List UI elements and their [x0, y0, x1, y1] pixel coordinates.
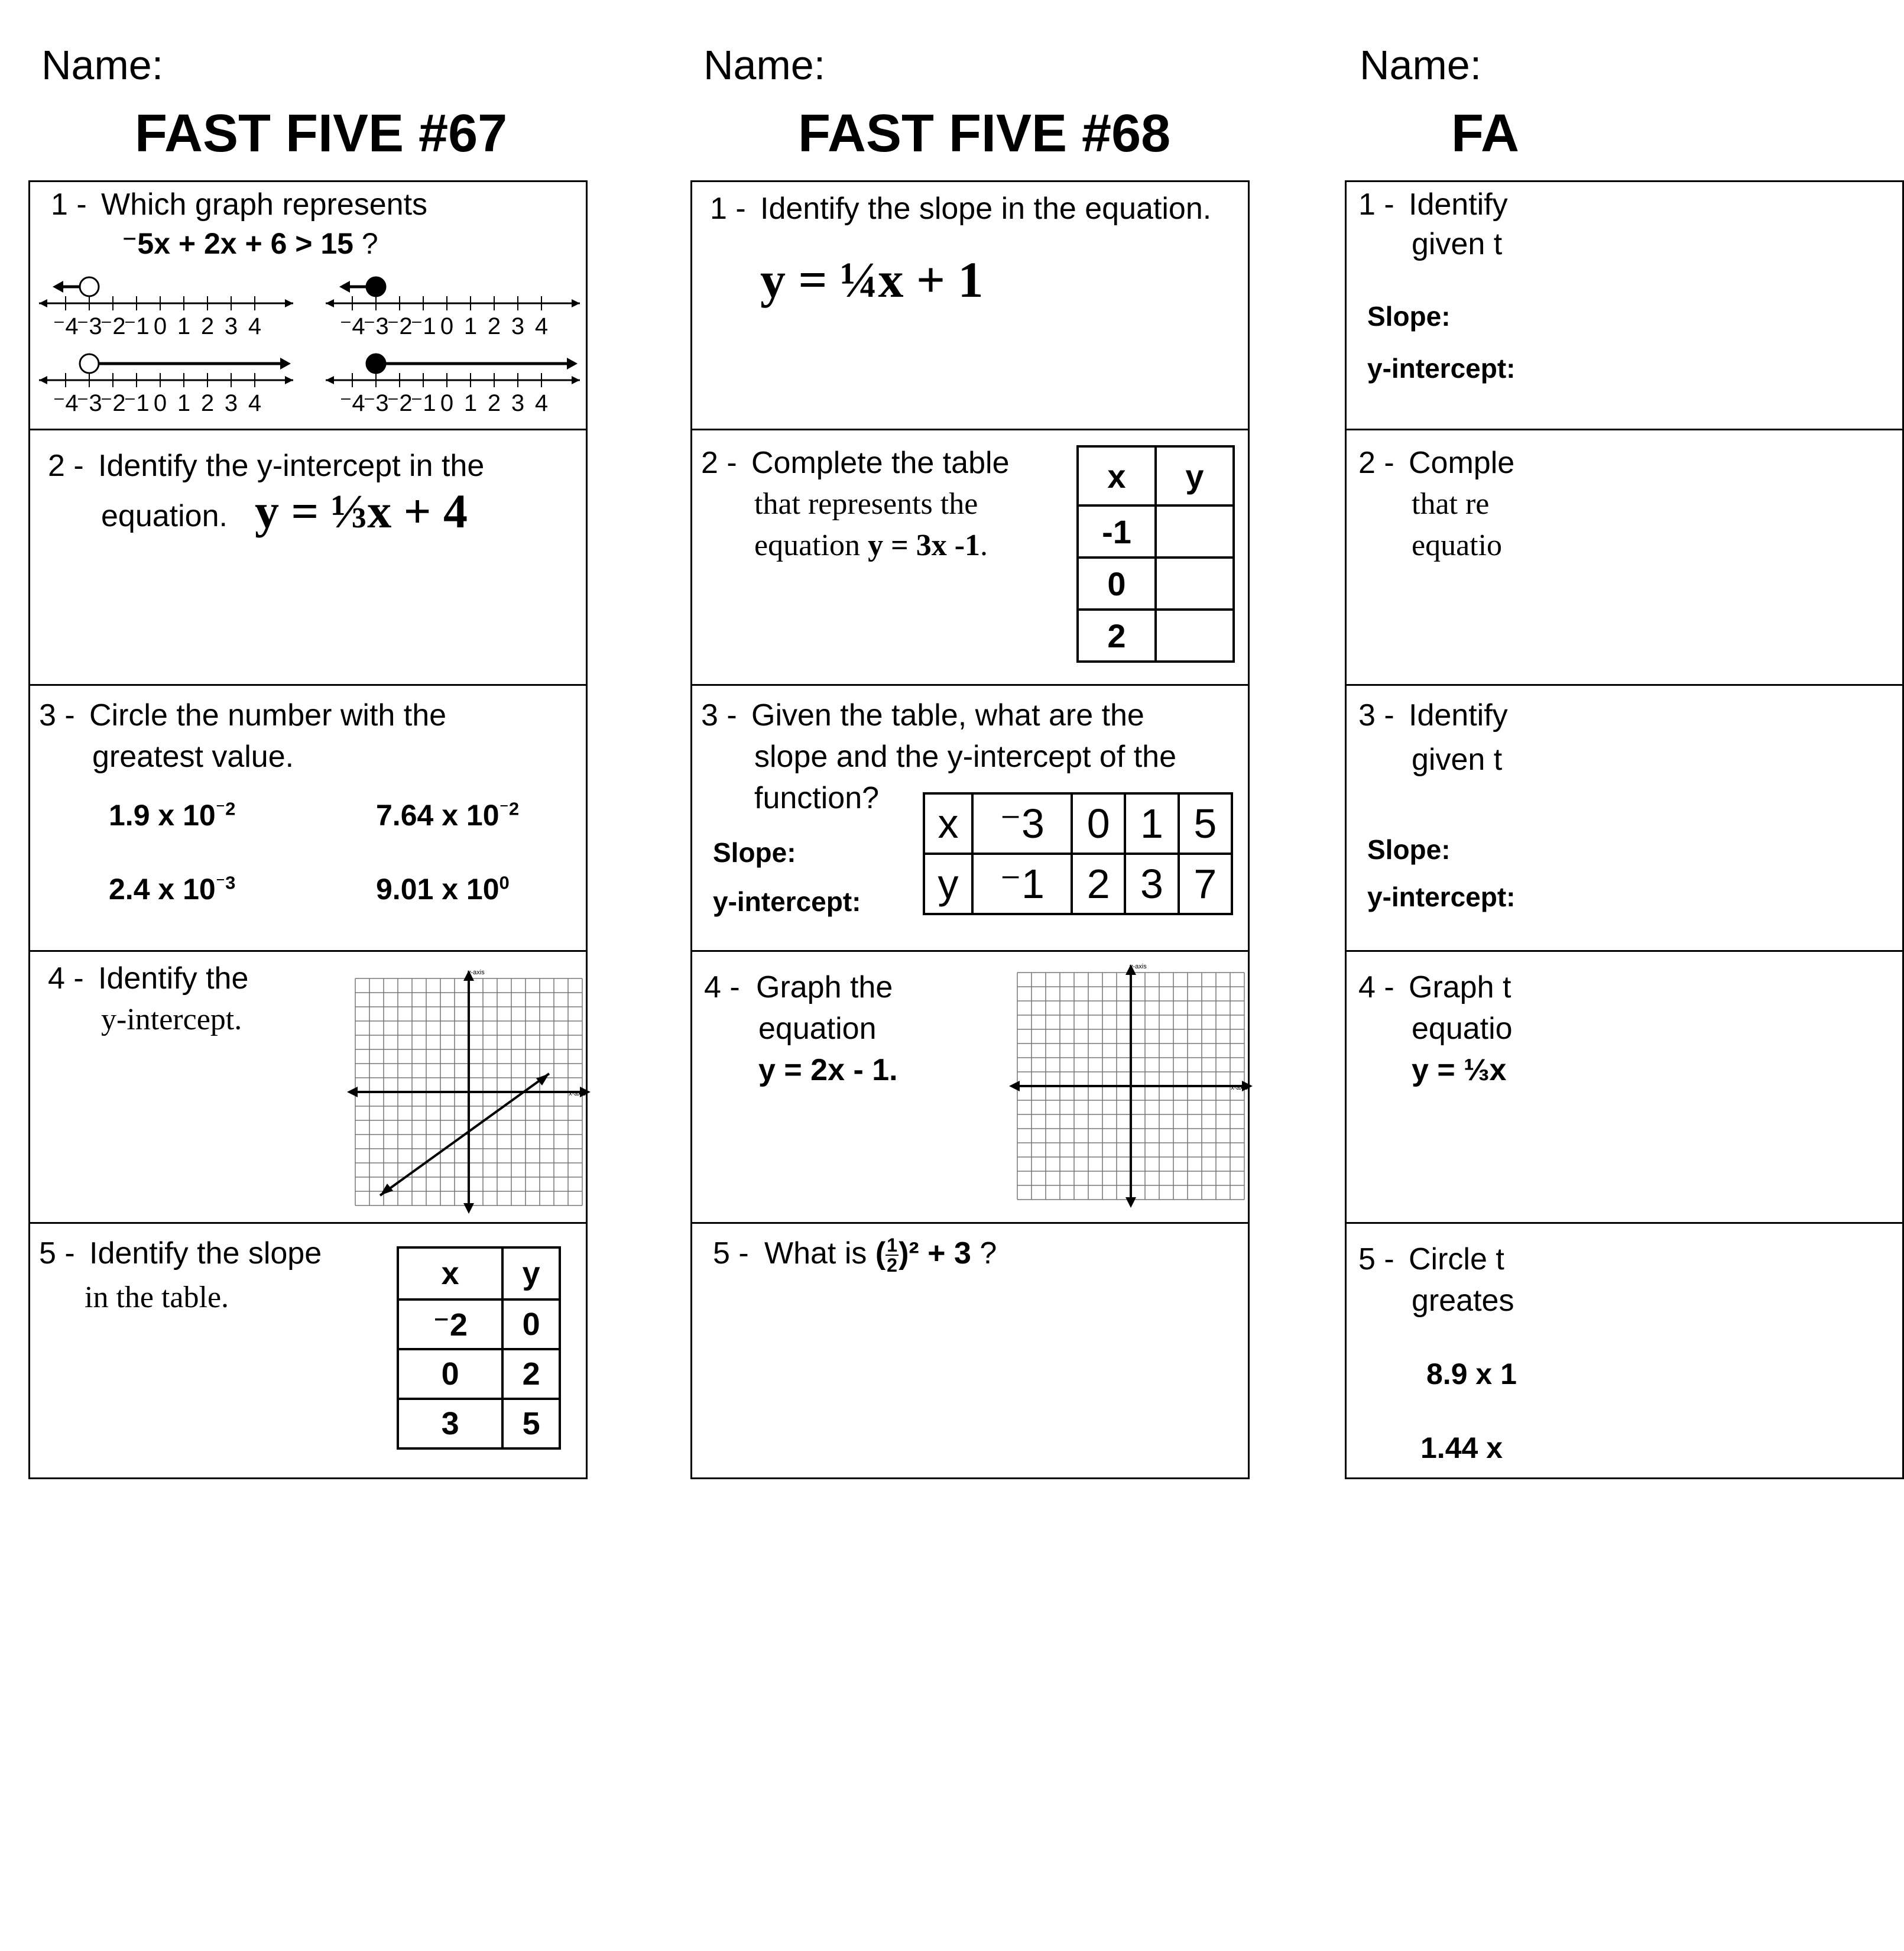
equation: y = 2x - 1.	[758, 1053, 898, 1087]
question-text: Comple	[1409, 446, 1515, 480]
worksheet-title: FA	[1451, 104, 1520, 163]
number-line-options	[30, 259, 586, 430]
table-cell: -1	[1078, 505, 1156, 558]
table-cell: 5	[502, 1399, 560, 1448]
number-line-option-4[interactable]	[326, 354, 580, 416]
worksheet-title: FAST FIVE #68	[798, 104, 1171, 163]
tick-label: ⁻3	[363, 390, 389, 416]
table-cell: 2	[502, 1349, 560, 1399]
question-number: 1 -	[51, 187, 87, 222]
tick-label: ⁻4	[339, 313, 365, 339]
question-text-line2: equatio	[1412, 1012, 1513, 1046]
question-text-line2: given t	[1412, 227, 1503, 261]
y-intercept-label: y-intercept:	[1367, 353, 1516, 384]
tick-label: ⁻2	[387, 390, 413, 416]
number-line-option-2[interactable]	[326, 277, 580, 339]
question-2	[1347, 430, 1902, 686]
tick-label: ⁻1	[124, 390, 150, 416]
y-axis-label: y-axis	[468, 969, 485, 976]
question-text: Identify the slope in the equation.	[760, 192, 1212, 226]
table-header: x	[398, 1247, 502, 1299]
open-circle	[80, 277, 99, 296]
question-number: 3 -	[701, 698, 737, 733]
tick-label: 2	[200, 313, 215, 339]
question-text-line2: slope and the y-intercept of the	[754, 740, 1177, 774]
question-number: 5 -	[713, 1236, 749, 1271]
question-3	[1347, 686, 1902, 952]
y-intercept-label: y-intercept:	[1367, 881, 1516, 912]
tick-label: 1	[463, 313, 478, 339]
question-number: 4 -	[1358, 970, 1394, 1004]
table-cell: 5	[1179, 793, 1232, 854]
question-number: 3 -	[39, 698, 75, 733]
xy-table	[397, 1246, 561, 1450]
table-cell: 1	[1125, 793, 1178, 854]
coordinate-grid	[326, 970, 586, 1218]
table-cell: 0	[1072, 793, 1125, 854]
x-axis-label: x-axis	[1231, 1084, 1248, 1091]
question-number: 3 -	[1358, 698, 1394, 733]
question-text: Identify the	[98, 961, 249, 996]
question-number: 2 -	[1358, 446, 1394, 480]
question-text-line2: equation.	[101, 499, 228, 533]
question-text: Identify	[1409, 698, 1508, 733]
open-circle	[80, 354, 99, 373]
question-text-line3: equatio	[1412, 529, 1503, 562]
name-label: Name:	[1360, 42, 1482, 88]
slope-label: Slope:	[1367, 301, 1451, 332]
question-number: 5 -	[39, 1236, 75, 1271]
option-2: 1.44 x	[1420, 1431, 1503, 1464]
tick-label: 0	[440, 390, 454, 416]
question-mark: ?	[361, 227, 378, 260]
question-1	[692, 182, 1248, 430]
worksheet-68-frame	[690, 180, 1250, 1479]
question-4	[692, 952, 1248, 1224]
table-cell: 7	[1179, 854, 1232, 914]
question-number: 4 -	[48, 961, 84, 996]
number-line-option-3[interactable]	[39, 354, 293, 416]
question-text-line3: function?	[754, 781, 880, 815]
x-axis-label: x-axis	[569, 1090, 586, 1097]
closed-circle	[366, 277, 385, 296]
answer-cell[interactable]	[1156, 505, 1234, 558]
question-text: Complete the table	[751, 446, 1010, 480]
closed-circle	[366, 354, 385, 373]
expression-rest: ² + 3	[909, 1236, 971, 1271]
number-line-option-1[interactable]	[39, 277, 293, 339]
table-header: x	[1078, 446, 1156, 505]
tick-label: ⁻3	[76, 390, 102, 416]
option-1: 8.9 x 1	[1426, 1357, 1517, 1391]
slope-label: Slope:	[713, 837, 796, 868]
question-text: Graph t	[1409, 970, 1511, 1004]
table-cell: ⁻3	[972, 793, 1072, 854]
y-intercept-label: y-intercept:	[713, 886, 861, 917]
tick-label: 3	[511, 313, 525, 339]
question-5	[1347, 1224, 1902, 1479]
question-text-line2: y-intercept.	[101, 1003, 242, 1036]
tick-label: 1	[177, 313, 191, 339]
worksheet-67-frame	[28, 180, 588, 1479]
question-text-line2: given t	[1412, 743, 1503, 777]
question-text: Identify the y-intercept in the	[98, 449, 485, 483]
tick-label: ⁻1	[410, 390, 436, 416]
tick-label: 1	[463, 390, 478, 416]
fraction: $\frac{1}{2}$	[887, 1234, 898, 1276]
answer-cell[interactable]	[1156, 558, 1234, 610]
tick-label: 3	[224, 313, 238, 339]
option-1: 1.9 x $10^{^-2}$	[109, 798, 236, 832]
option-3: 2.4 x $10^{^-3}$	[109, 872, 236, 906]
question-text: Identify the slope	[89, 1236, 322, 1271]
table-cell: x	[924, 793, 972, 854]
question-2	[30, 430, 586, 686]
tick-label: 4	[248, 313, 262, 339]
question-number: 4 -	[704, 970, 740, 1004]
tick-label: 2	[200, 390, 215, 416]
question-number: 2 -	[701, 446, 737, 480]
tick-label: 4	[248, 390, 262, 416]
tick-label: 4	[534, 313, 549, 339]
question-number: 2 -	[48, 449, 84, 483]
tick-label: 4	[534, 390, 549, 416]
worksheet-title: FAST FIVE #67	[135, 104, 508, 163]
question-number: 1 -	[710, 192, 746, 226]
question-text: Which graph represents	[101, 187, 428, 222]
question-number: 1 -	[1358, 187, 1394, 222]
coordinate-grid	[988, 964, 1248, 1212]
tick-label: ⁻2	[387, 313, 413, 339]
question-text: What is	[764, 1236, 867, 1271]
question-text-line2: that re	[1412, 487, 1490, 521]
table-cell: 0	[398, 1349, 502, 1399]
table-cell: 3	[1125, 854, 1178, 914]
tick-label: ⁻4	[339, 390, 365, 416]
question-text-line3: equation	[754, 529, 861, 562]
table-header: y	[1156, 446, 1234, 505]
tick-label: 0	[153, 390, 167, 416]
tick-label: 3	[511, 390, 525, 416]
worksheet-frame	[1345, 180, 1904, 1479]
tick-label: 0	[440, 313, 454, 339]
tick-label: 0	[153, 313, 167, 339]
tick-label: ⁻2	[100, 313, 126, 339]
equation: y = 3x -1	[868, 529, 981, 562]
table-cell: y	[924, 854, 972, 914]
table-cell: ⁻1	[972, 854, 1072, 914]
tick-label: ⁻4	[53, 313, 79, 339]
table-cell: 0	[502, 1299, 560, 1349]
question-text-line2: equation	[758, 1012, 877, 1046]
tick-label: ⁻3	[363, 313, 389, 339]
tick-label: 2	[487, 313, 501, 339]
table-cell: 3	[398, 1399, 502, 1448]
y-axis-label: y-axis	[1130, 963, 1147, 970]
name-label: Name:	[703, 42, 826, 88]
table-header: y	[502, 1247, 560, 1299]
question-text-line2: in the table.	[85, 1281, 229, 1314]
question-2	[692, 430, 1248, 686]
question-number: 5 -	[1358, 1242, 1394, 1276]
option-2: 7.64 x $10^{^-2}$	[376, 798, 520, 832]
question-text-line2: greates	[1412, 1284, 1514, 1318]
table-cell: ⁻2	[398, 1299, 502, 1349]
question-1	[1347, 182, 1902, 430]
tick-label: 1	[177, 390, 191, 416]
option-4: 9.01 x $10^0$	[376, 872, 510, 906]
question-5: 5 - What is ( $\frac{1}{2}$ )² + 3 ?	[713, 1234, 997, 1276]
question-4	[1347, 952, 1902, 1224]
question-text-line2: that represents the	[754, 487, 978, 521]
question-text: Circle the number with the	[89, 698, 447, 733]
tick-label: ⁻2	[100, 390, 126, 416]
inequality: ⁻5x + 2x + 6 > 15	[122, 227, 353, 260]
table-cell: 2	[1078, 610, 1156, 662]
period: .	[980, 529, 988, 562]
question-5	[30, 1224, 586, 1479]
table-cell: 0	[1078, 558, 1156, 610]
question-text-line2: greatest value.	[92, 740, 294, 774]
tick-label: 2	[487, 390, 501, 416]
answer-cell[interactable]	[1156, 610, 1234, 662]
table-cell: 2	[1072, 854, 1125, 914]
tick-label: 3	[224, 390, 238, 416]
slope-label: Slope:	[1367, 834, 1451, 865]
xy-table	[1076, 445, 1235, 663]
tick-label: ⁻1	[124, 313, 150, 339]
question-mark: ?	[979, 1236, 997, 1271]
function-table	[923, 792, 1233, 915]
tick-label: ⁻1	[410, 313, 436, 339]
question-text: Given the table, what are the	[751, 698, 1144, 733]
name-label: Name:	[41, 42, 164, 88]
question-text: Circle t	[1409, 1242, 1504, 1276]
question-1	[30, 182, 586, 430]
worksheet-69-cropped	[1345, 0, 1520, 1951]
question-text: Graph the	[756, 970, 893, 1004]
tick-label: ⁻3	[76, 313, 102, 339]
question-3	[692, 686, 1248, 952]
equation: y = ⅓x	[1412, 1053, 1507, 1087]
equation: y = ¼x + 1	[760, 251, 984, 308]
question-3	[30, 686, 586, 952]
equation: y = ⅓x + 4	[255, 484, 468, 538]
question-text: Identify	[1409, 187, 1508, 222]
tick-label: ⁻4	[53, 390, 79, 416]
question-4	[30, 952, 586, 1224]
